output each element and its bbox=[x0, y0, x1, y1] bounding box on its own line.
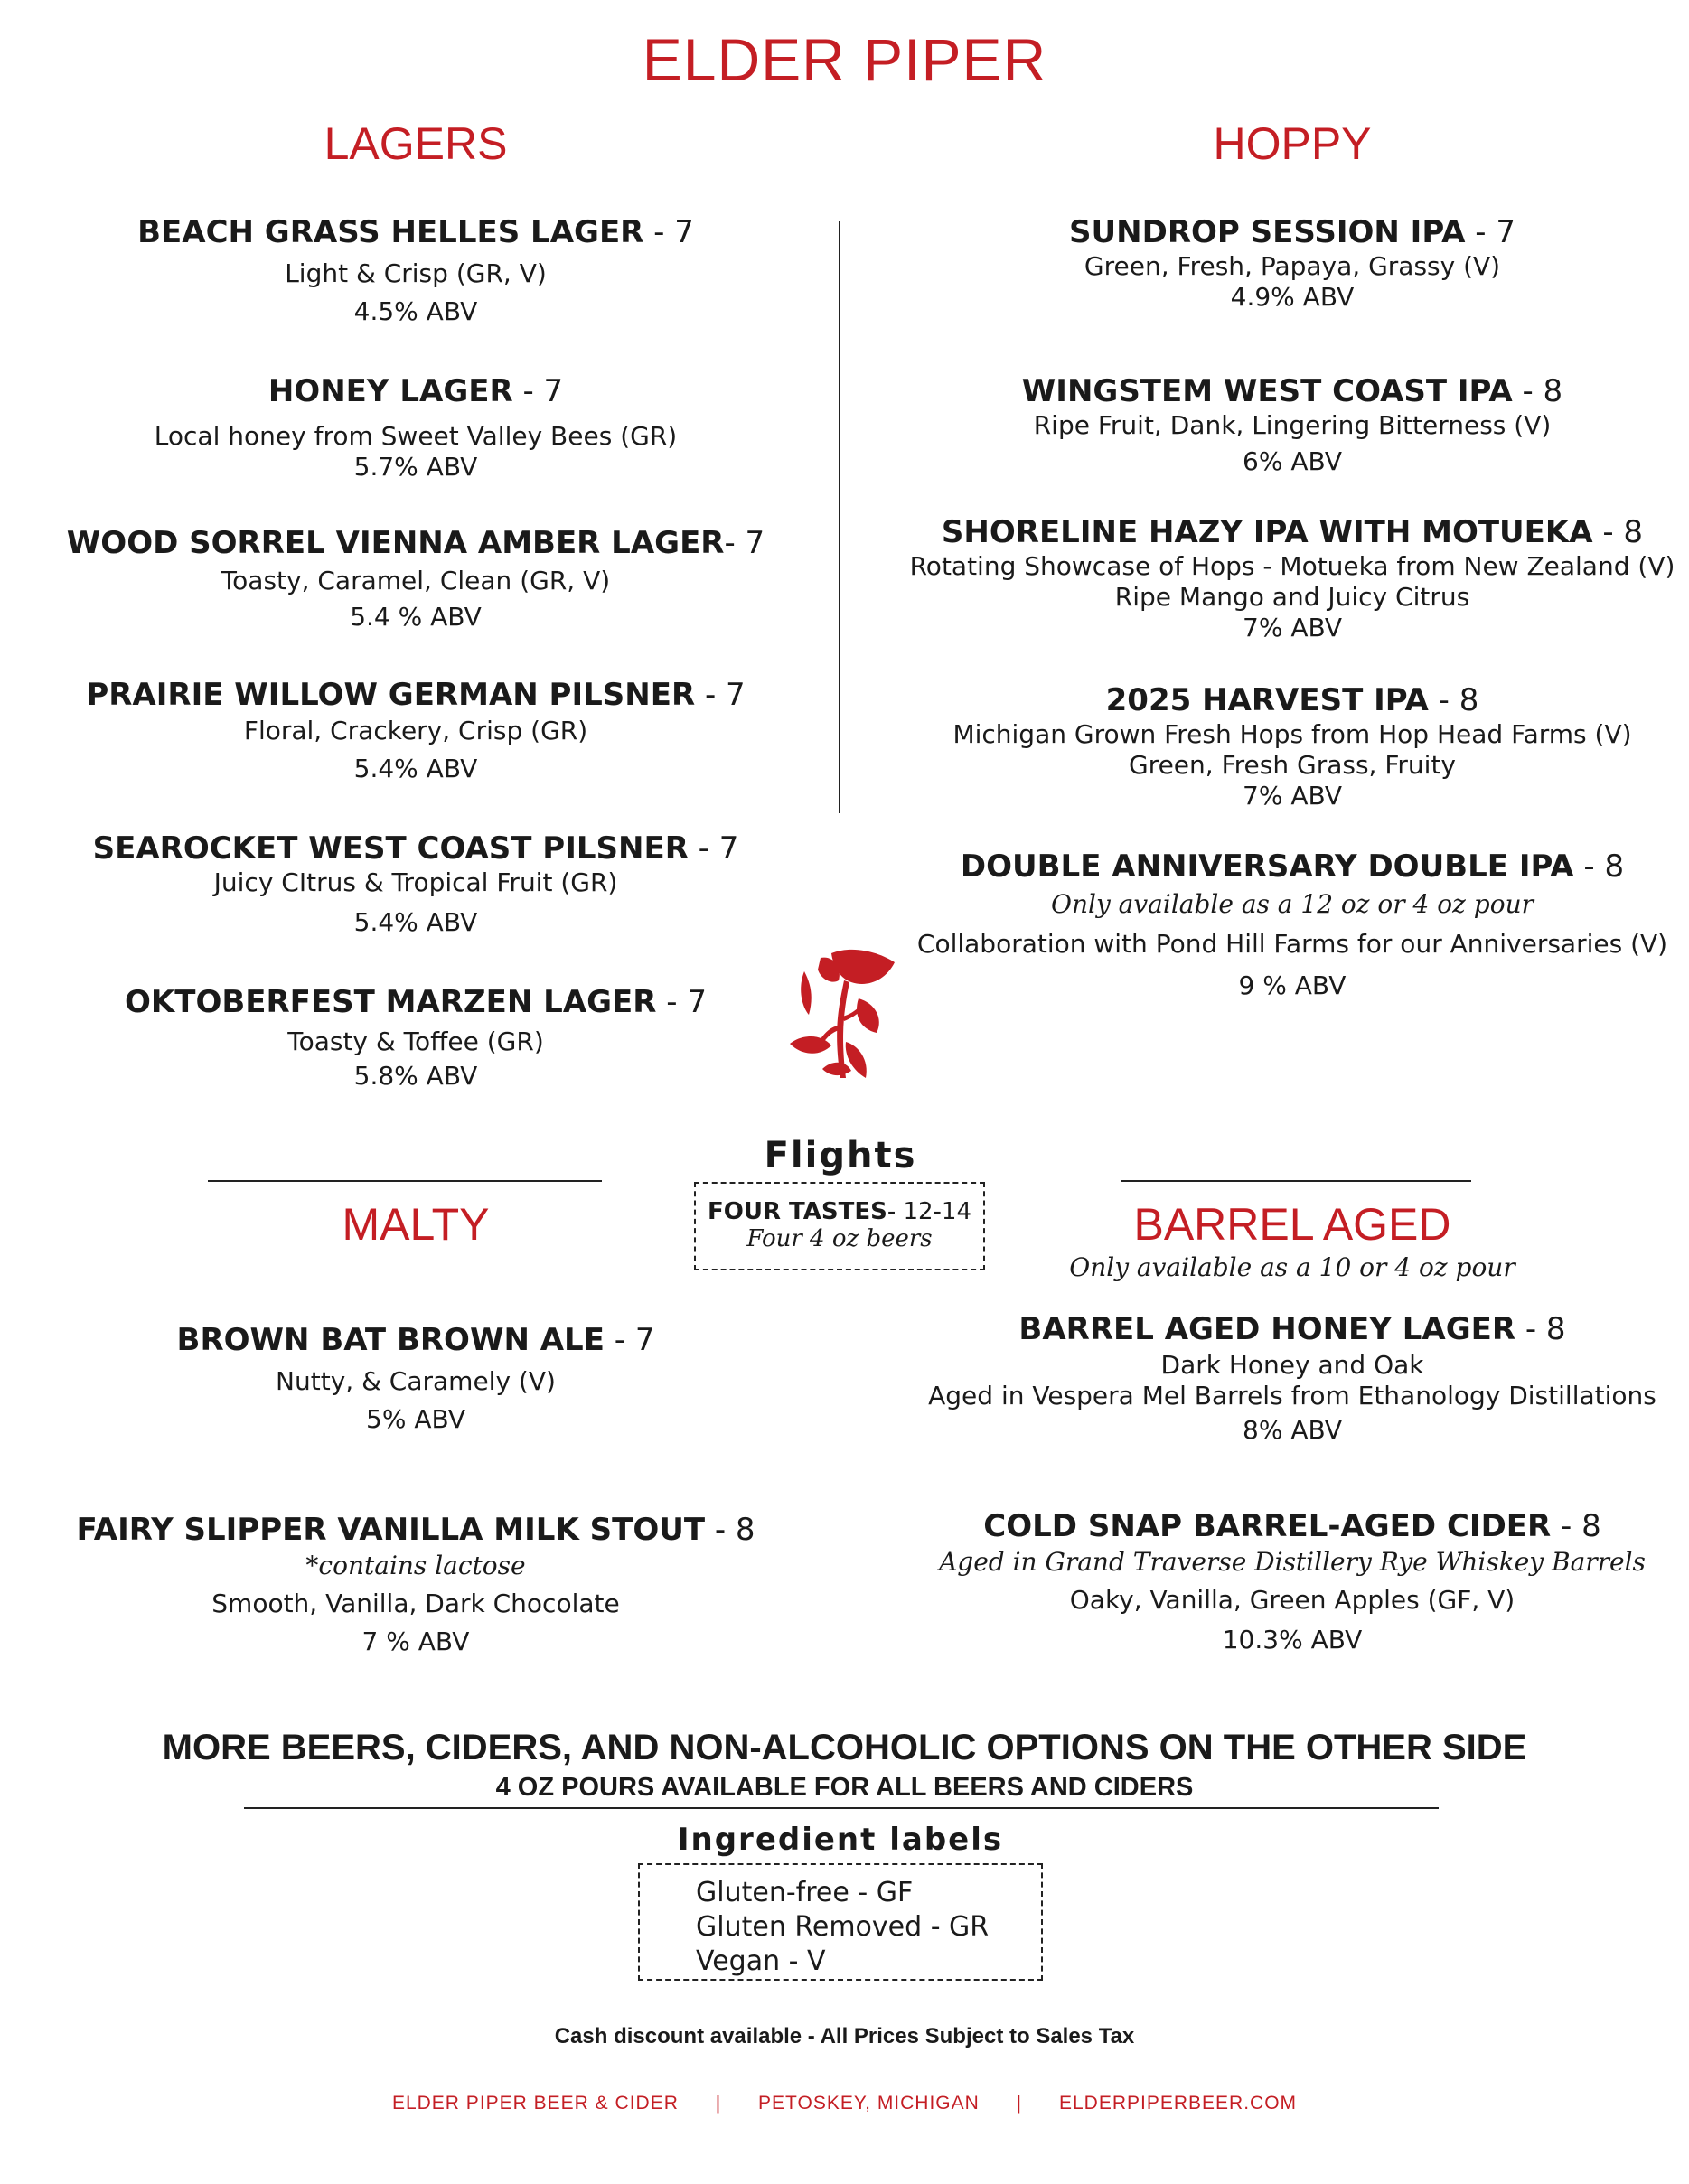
hop-vine-icon bbox=[768, 935, 913, 1080]
flights-tastes: FOUR TASTES bbox=[707, 1198, 887, 1225]
section-malty: MALTY bbox=[342, 1199, 490, 1250]
beer-cold-snap: COLD SNAP BARREL-AGED CIDER - 8 Aged in Grand Traverse Distillery Rye Whiskey Barrels Oaky, Vanilla, Green Apples (GF, V) 10.3% ABV bbox=[939, 1508, 1646, 1654]
beer-harvest-ipa: 2025 HARVEST IPA - 8 Michigan Grown Fresh Hops from Hop Head Farms (V) Green, Fresh Grass, Fruity 7% ABV bbox=[952, 682, 1632, 811]
beer-beach-grass: BEACH GRASS HELLES LAGER - 7 Light & Crisp (GR, V) 4.5% ABV bbox=[137, 214, 694, 326]
beer-brown-bat: BROWN BAT BROWN ALE - 7 Nutty, & Caramely (V) 5% ABV bbox=[176, 1322, 655, 1434]
beer-wood-sorrel: WOOD SORREL VIENNA AMBER LAGER- 7 Toasty, Caramel, Clean (GR, V) 5.4 % ABV bbox=[66, 525, 765, 632]
ingredient-gr: Gluten Removed - GR bbox=[696, 1911, 990, 1943]
footer-sep-1: | bbox=[715, 2093, 722, 2114]
footer-company: ELDER PIPER BEER & CIDER bbox=[391, 2093, 679, 2114]
beer-wingstem: WINGSTEM WEST COAST IPA - 8 Ripe Fruit, Dank, Lingering Bitterness (V) 6% ABV bbox=[1021, 373, 1563, 476]
barrel-rule bbox=[1121, 1180, 1471, 1182]
beer-prairie-willow: PRAIRIE WILLOW GERMAN PILSNER - 7 Floral, Crackery, Crisp (GR) 5.4% ABV bbox=[86, 677, 746, 783]
cash-note: Cash discount available - All Prices Subject to Sales Tax bbox=[554, 2024, 1135, 2048]
footer bbox=[0, 2093, 1689, 2114]
beer-barrel-honey: BARREL AGED HONEY LAGER - 8 Dark Honey and Oak Aged in Vespera Mel Barrels from Ethanology Distillations 8% ABV bbox=[928, 1311, 1656, 1445]
beer-oktoberfest: OKTOBERFEST MARZEN LAGER - 7 Toasty & Toffee (GR) 5.8% ABV bbox=[125, 984, 707, 1091]
malty-rule bbox=[208, 1180, 602, 1182]
flights-title: Flights bbox=[764, 1135, 917, 1176]
ingredients-box bbox=[638, 1863, 1043, 1981]
beer-shoreline: SHORELINE HAZY IPA WITH MOTUEKA - 8 Rotating Showcase of Hops - Motueka from New Zealand (V) Ripe Mango and Juicy Citrus 7% ABV bbox=[909, 514, 1675, 642]
barrel-aged-note: Only available as a 10 or 4 oz pour bbox=[1069, 1252, 1515, 1282]
flights-note: Four 4 oz beers bbox=[746, 1225, 933, 1252]
beer-sundrop: SUNDROP SESSION IPA - 7 Green, Fresh, Papaya, Grassy (V) 4.9% ABV bbox=[1069, 214, 1515, 312]
flights-price: - 12-14 bbox=[887, 1198, 972, 1225]
footer-sep-2: | bbox=[1016, 2093, 1023, 2114]
ingredient-v: Vegan - V bbox=[696, 1945, 826, 1977]
ingredient-gf: Gluten-free - GF bbox=[696, 1877, 914, 1908]
footer-site[interactable]: ELDERPIPERBEER.COM bbox=[1058, 2093, 1298, 2114]
more-headline: MORE BEERS, CIDERS, AND NON-ALCOHOLIC OPTIONS ON THE OTHER SIDE bbox=[162, 1728, 1527, 1767]
section-lagers: LAGERS bbox=[324, 118, 508, 169]
more-sub: 4 OZ POURS AVAILABLE FOR ALL BEERS AND CIDERS bbox=[495, 1773, 1194, 1802]
beer-searocket: SEAROCKET WEST COAST PILSNER - 7 Juicy CItrus & Tropical Fruit (GR) 5.4% ABV bbox=[92, 830, 739, 937]
brand-title: ELDER PIPER bbox=[642, 26, 1047, 93]
column-divider bbox=[839, 221, 840, 813]
section-barrel-aged: BARREL AGED bbox=[1133, 1199, 1451, 1250]
beer-double-anniversary: DOUBLE ANNIVERSARY DOUBLE IPA - 8 Only available as a 12 oz or 4 oz pour Collaboration with Pond Hill Farms for our Anniversaries (V) 9 % ABV bbox=[916, 848, 1668, 1000]
beer-honey-lager: HONEY LAGER - 7 Local honey from Sweet Valley Bees (GR) 5.7% ABV bbox=[154, 373, 678, 482]
footer-location: PETOSKEY, MICHIGAN bbox=[758, 2093, 980, 2114]
ingredients-title: Ingredient labels bbox=[677, 1822, 1004, 1858]
beer-fairy-slipper: FAIRY SLIPPER VANILLA MILK STOUT - 8 *contains lactose Smooth, Vanilla, Dark Chocolate 7 % ABV bbox=[76, 1512, 755, 1656]
more-rule bbox=[244, 1807, 1439, 1809]
section-hoppy: HOPPY bbox=[1213, 118, 1372, 169]
